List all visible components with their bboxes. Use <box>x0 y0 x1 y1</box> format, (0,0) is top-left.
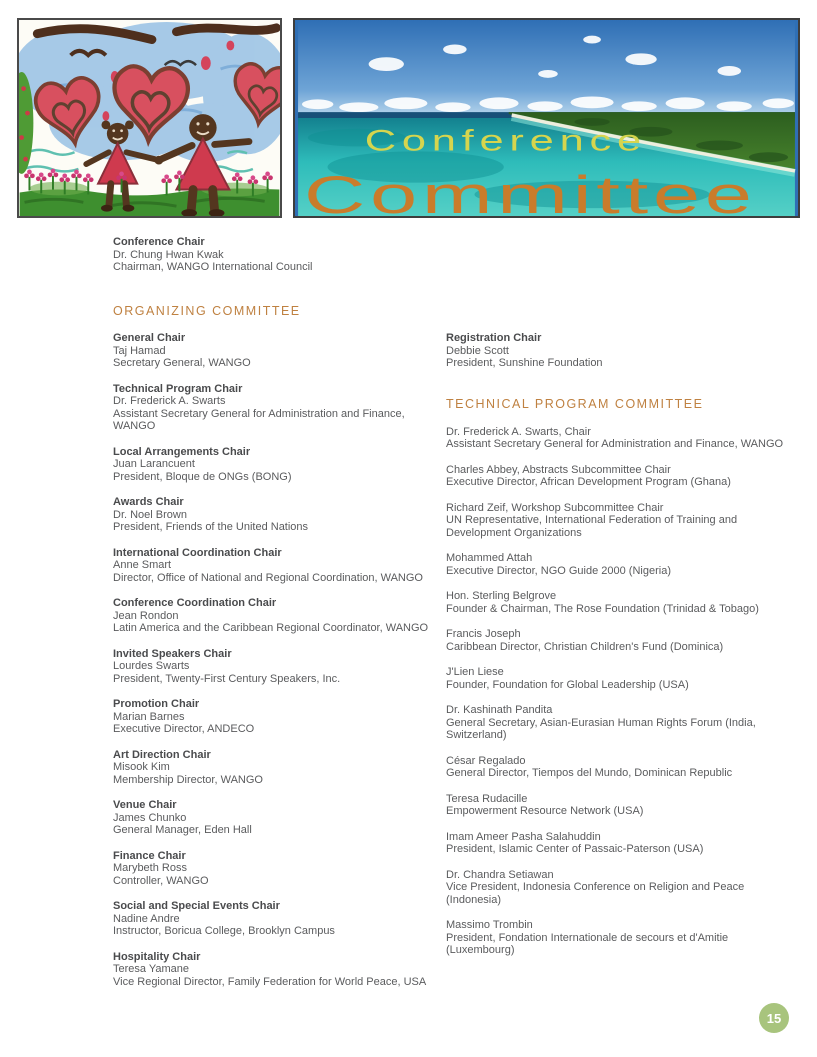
header-title-committee: Committee <box>303 166 757 216</box>
entry-title: Vice President, Indonesia Conference on Religion and Peace (Indonesia) <box>446 881 745 906</box>
entry-role: Awards Chair <box>113 496 184 508</box>
entry-title: Caribbean Director, Christian Children's Fund (Dominica) <box>446 640 724 653</box>
committee-entry <box>446 628 796 653</box>
committee-entry <box>446 831 796 856</box>
entry-title: UN Representative, International Federation of Training and Development Organizations <box>446 514 738 539</box>
committee-entry <box>113 900 450 938</box>
entry-name: Debbie Scott <box>446 344 509 357</box>
entry-name: Marian Barnes <box>113 710 185 723</box>
committee-entry <box>446 426 796 451</box>
entry-role: General Chair <box>113 332 186 344</box>
entry-name: Teresa Rudacille <box>446 792 528 805</box>
entry-title: Founder & Chairman, The Rose Foundation (Trinidad & Tobago) <box>446 602 759 615</box>
entry-title: Assistant Secretary General for Administration and Finance, WANGO <box>446 438 784 450</box>
committee-entry <box>446 332 796 370</box>
conference-chair-block <box>113 236 453 274</box>
childrens-drawing-image <box>17 18 282 218</box>
right-column <box>446 332 796 970</box>
committee-entry <box>446 502 796 540</box>
committee-entry <box>113 799 450 837</box>
entry-name: Lourdes Swarts <box>113 660 190 672</box>
section-heading-organizing: ORGANIZING COMMITTEE <box>113 304 301 318</box>
committee-entry <box>446 666 796 691</box>
committee-entry <box>113 850 450 888</box>
entry-title: Controller, WANGO <box>113 874 209 887</box>
entry-name: Imam Ameer Pasha Salahuddin <box>446 830 601 843</box>
entry-name: Hon. Sterling Belgrove <box>446 590 557 602</box>
entry-title: General Secretary, Asian-Eurasian Human Rights Forum (India, Switzerland) <box>446 716 756 741</box>
entry-title: President, Friends of the United Nations <box>113 521 309 533</box>
committee-entry <box>113 698 450 736</box>
entry-role: Venue Chair <box>113 799 177 811</box>
entry-name: Dr. Frederick A. Swarts, Chair <box>446 425 591 438</box>
section-heading-technical: TECHNICAL PROGRAM COMMITTEE <box>446 396 704 411</box>
entry-name: César Regalado <box>446 754 526 767</box>
header-title-conference: Conference <box>364 124 647 158</box>
entry-title: President, Fondation Internationale de secours et d'Amitie (Luxembourg) <box>446 931 729 956</box>
committee-entry <box>446 919 796 957</box>
entry-name: Mohammed Attah <box>446 552 533 564</box>
committee-entry <box>113 383 450 433</box>
entry-role: Local Arrangements Chair <box>113 445 251 458</box>
entry-name: J'Lien Liese <box>446 666 504 678</box>
committee-entry <box>113 446 450 484</box>
entry-title: Founder, Foundation for Global Leadership (USA) <box>446 678 689 691</box>
entry-title: Executive Director, ANDECO <box>113 723 255 735</box>
committee-entry <box>113 951 450 989</box>
entry-role: Conference Chair <box>113 236 205 248</box>
entry-title: Executive Director, African Development Program (Ghana) <box>446 476 731 488</box>
entry-name: Dr. Chandra Setiawan <box>446 868 554 881</box>
entry-name: Nadine Andre <box>113 912 180 925</box>
entry-title: President, Bloque de ONGs (BONG) <box>113 470 292 483</box>
entry-title: Vice Regional Director, Family Federation for World Peace, USA <box>113 975 427 988</box>
entry-title: General Director, Tiempos del Mundo, Dominican Republic <box>446 767 733 779</box>
entry-name: Richard Zeif, Workshop Subcommittee Chair <box>446 501 664 514</box>
entry-name: Marybeth Ross <box>113 862 187 874</box>
entry-name: Teresa Yamane <box>113 963 190 975</box>
entry-name: Dr. Chung Hwan Kwak <box>113 248 224 261</box>
organizing-committee-left-column <box>113 332 450 1001</box>
entry-title: Executive Director, NGO Guide 2000 (Nigeria) <box>446 564 671 577</box>
entry-title: Secretary General, WANGO <box>113 357 251 369</box>
entry-name: Taj Hamad <box>113 344 166 357</box>
entry-name: Massimo Trombin <box>446 919 533 931</box>
entry-name: Charles Abbey, Abstracts Subcommittee Chair <box>446 463 671 476</box>
childrens-drawing-art <box>19 20 280 216</box>
committee-entry <box>113 547 450 585</box>
entry-title: President, Islamic Center of Passaic-Paterson (USA) <box>446 843 704 855</box>
committee-entry <box>446 464 796 489</box>
entry-role: Invited Speakers Chair <box>113 647 232 660</box>
entry-name: Dr. Noel Brown <box>113 508 187 521</box>
entry-role: Finance Chair <box>113 849 186 862</box>
entry-role: Promotion Chair <box>113 698 200 710</box>
entry-name: Misook Kim <box>113 761 170 773</box>
beach-photo-image <box>293 18 800 218</box>
committee-entry <box>113 648 450 686</box>
page-number-badge: 15 <box>759 1003 789 1033</box>
entry-title: Chairman, WANGO International Council <box>113 261 313 273</box>
entry-title: Membership Director, WANGO <box>113 773 263 786</box>
committee-entry <box>446 704 796 742</box>
entry-role: Conference Coordination Chair <box>113 597 277 609</box>
entry-name: Jean Rondon <box>113 609 179 622</box>
entry-title: Empowerment Resource Network (USA) <box>446 805 644 817</box>
committee-entry <box>446 590 796 615</box>
entry-name: Francis Joseph <box>446 628 521 640</box>
entry-title: Assistant Secretary General for Administration and Finance, WANGO <box>113 407 405 432</box>
committee-entry <box>446 552 796 577</box>
entry-title: Instructor, Boricua College, Brooklyn Campus <box>113 925 335 937</box>
entry-title: Latin America and the Caribbean Regional Coordinator, WANGO <box>113 622 429 634</box>
committee-entry <box>113 496 450 534</box>
committee-entry <box>113 749 450 787</box>
entry-title: President, Sunshine Foundation <box>446 357 603 369</box>
entry-name: Juan Larancuent <box>113 458 195 470</box>
committee-entry <box>113 332 450 370</box>
entry-role: Art Direction Chair <box>113 748 211 761</box>
entry-title: President, Twenty-First Century Speakers, Inc. <box>113 672 341 685</box>
entry-role: Registration Chair <box>446 332 542 344</box>
entry-name: Dr. Kashinath Pandita <box>446 704 553 716</box>
beach-photo-art <box>295 20 798 216</box>
committee-entry <box>113 597 450 635</box>
entry-role: Social and Special Events Chair <box>113 900 280 912</box>
committee-entry <box>446 755 796 780</box>
entry-title: Director, Office of National and Regional Coordination, WANGO <box>113 571 423 584</box>
entry-name: Dr. Frederick A. Swarts <box>113 395 226 407</box>
entry-title: General Manager, Eden Hall <box>113 824 252 836</box>
entry-name: Anne Smart <box>113 559 172 571</box>
entry-role: Technical Program Chair <box>113 382 243 395</box>
entry-role: International Coordination Chair <box>113 546 282 559</box>
entry-role: Hospitality Chair <box>113 950 201 963</box>
committee-entry <box>446 793 796 818</box>
entry-name: James Chunko <box>113 811 187 824</box>
committee-entry <box>446 869 796 907</box>
